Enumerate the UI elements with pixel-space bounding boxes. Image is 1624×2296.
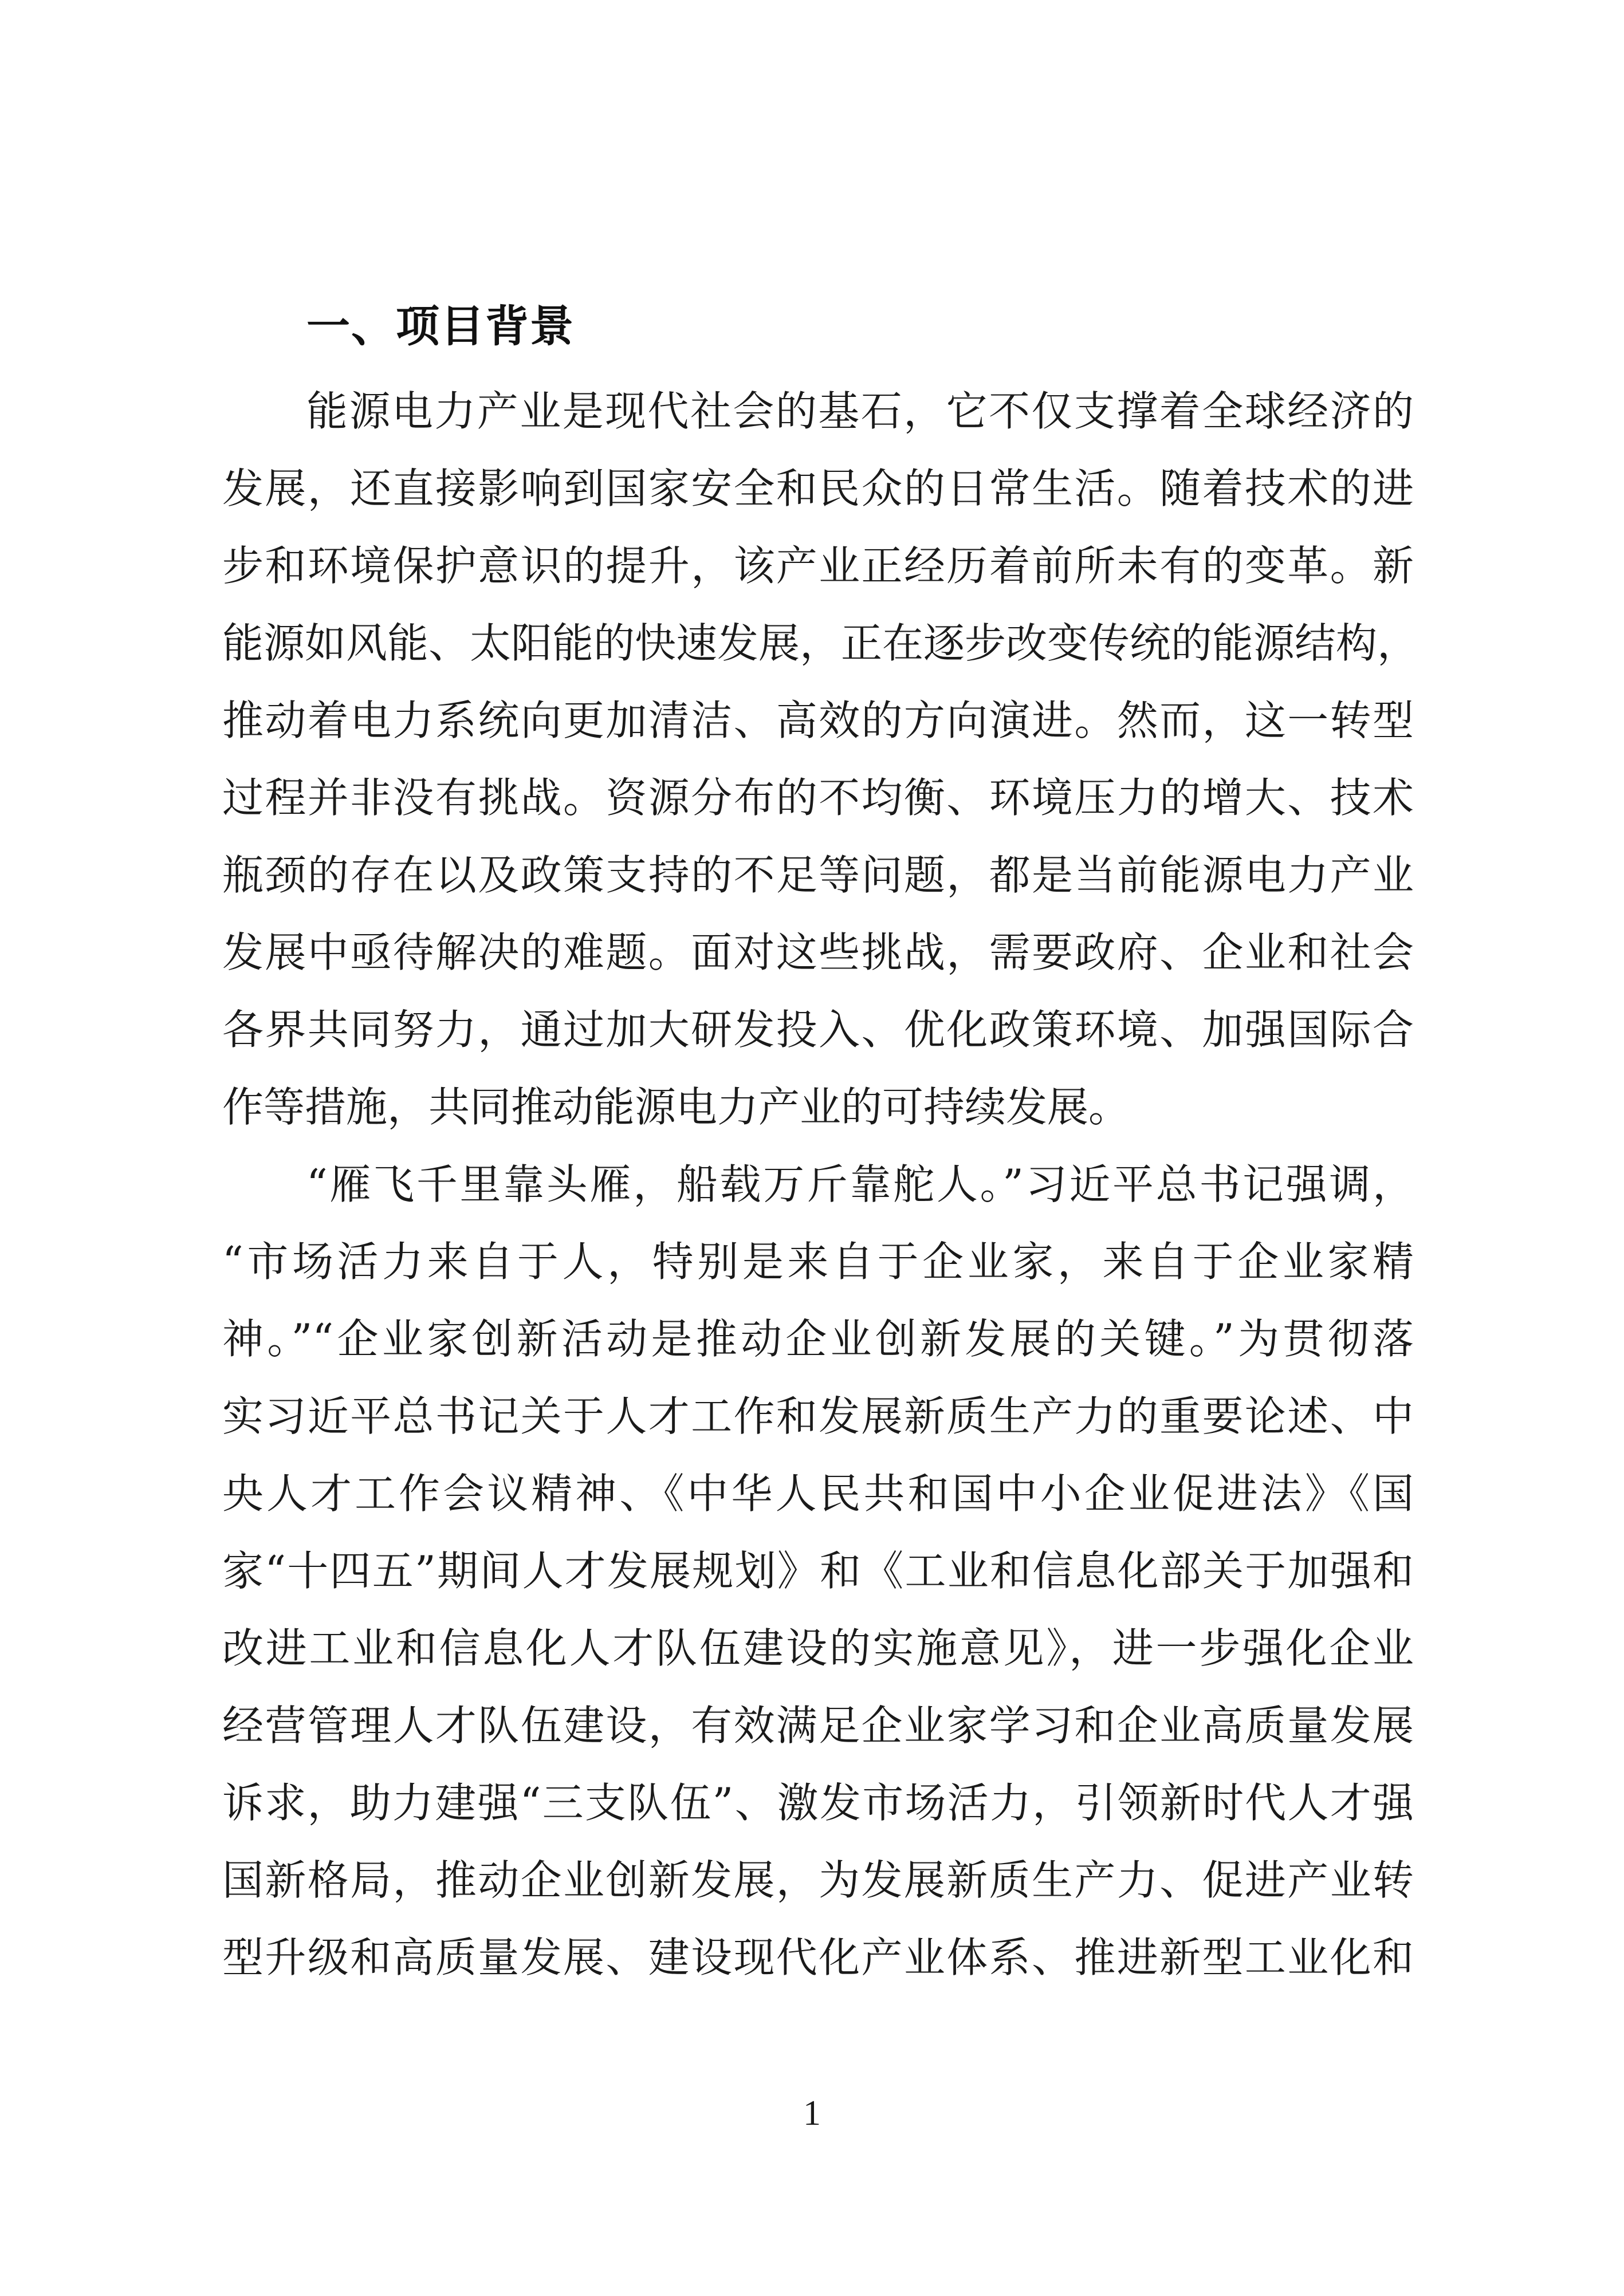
section-heading: 一、项目背景 — [306, 301, 575, 352]
paragraph-line: 家“十四五”期间人才发展规划》和《工业和信息化部关于加强和 — [222, 1547, 1414, 1595]
paragraph-line: 实习近平总书记关于人才工作和发展新质生产力的重要论述、中 — [222, 1392, 1414, 1440]
paragraph-line: “市场活力来自于人，特别是来自于企业家，来自于企业家精 — [222, 1238, 1414, 1286]
paragraph-line: 型升级和高质量发展、建设现代化产业体系、推进新型工业化和 — [222, 1933, 1414, 1982]
paragraph-line: “雁飞千里靠头雁，船载万斤靠舵人。”习近平总书记强调， — [306, 1160, 1414, 1208]
paragraph-line: 过程并非没有挑战。资源分布的不均衡、环境压力的增大、技术 — [222, 774, 1414, 822]
paragraph-line: 发展，还直接影响到国家安全和民众的日常生活。随着技术的进 — [222, 464, 1414, 513]
paragraph-line: 能源如风能、太阳能的快速发展，正在逐步改变传统的能源结构， — [222, 619, 1419, 667]
paragraph-line: 步和环境保护意识的提升，该产业正经历着前所未有的变革。新 — [222, 542, 1414, 590]
paragraph-line: 诉求，助力建强“三支队伍”、激发市场活力，引领新时代人才强 — [222, 1779, 1414, 1827]
paragraph-line: 央人才工作会议精神、《中华人民共和国中小企业促进法》《国 — [222, 1470, 1414, 1518]
paragraph-line: 瓶颈的存在以及政策支持的不足等问题，都是当前能源电力产业 — [222, 851, 1414, 899]
paragraph-line: 推动着电力系统向更加清洁、高效的方向演进。然而，这一转型 — [222, 696, 1414, 745]
page-number: 1 — [803, 2094, 821, 2133]
paragraph-line: 经营管理人才队伍建设，有效满足企业家学习和企业高质量发展 — [222, 1702, 1414, 1750]
paragraph-line: 国新格局，推动企业创新发展，为发展新质生产力、促进产业转 — [222, 1856, 1414, 1904]
paragraph-line: 改进工业和信息化人才队伍建设的实施意见》，进一步强化企业 — [222, 1624, 1414, 1672]
paragraph-line: 神。”“企业家创新活动是推动企业创新发展的关键。”为贯彻落 — [222, 1315, 1414, 1363]
paragraph-line: 作等措施，共同推动能源电力产业的可持续发展。 — [222, 1083, 1130, 1131]
paragraph-line: 各界共同努力，通过加大研发投入、优化政策环境、加强国际合 — [222, 1006, 1414, 1054]
paragraph-line: 能源电力产业是现代社会的基石，它不仅支撑着全球经济的 — [306, 387, 1414, 435]
paragraph-line: 发展中亟待解决的难题。面对这些挑战，需要政府、企业和社会 — [222, 928, 1414, 976]
